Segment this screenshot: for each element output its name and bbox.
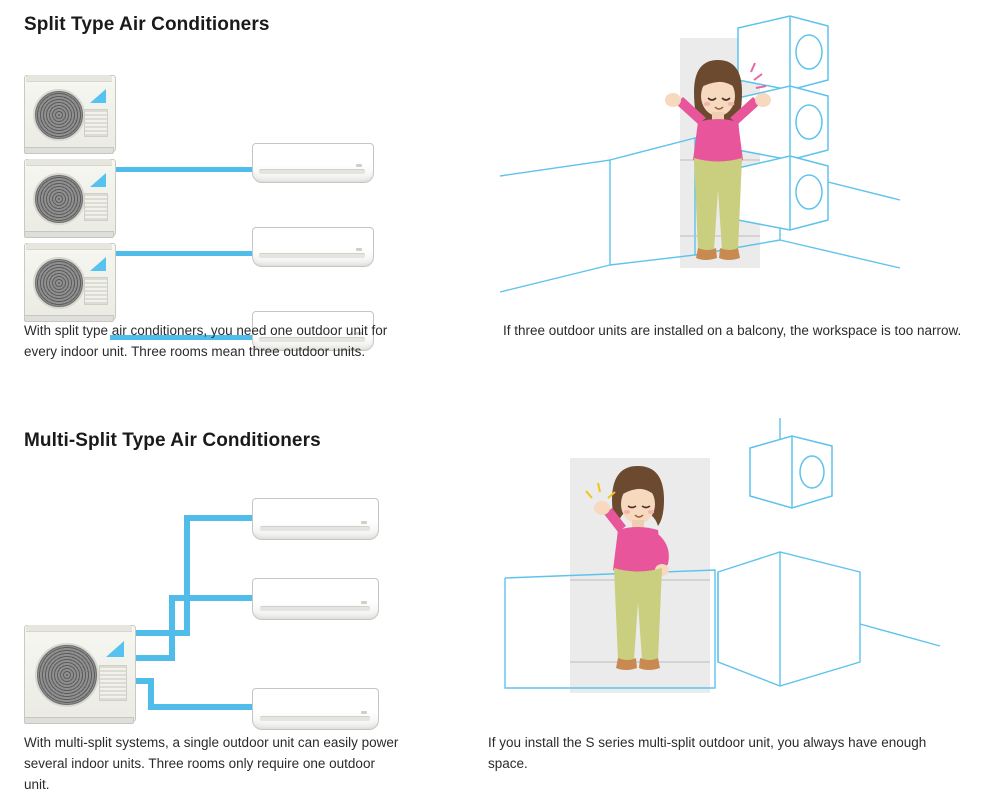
- refrigerant-pipe: [148, 704, 254, 710]
- outdoor-unit-icon: [24, 159, 114, 234]
- multi-split-diagram: [0, 470, 470, 730]
- refrigerant-pipe: [110, 167, 270, 172]
- split-section-title: Split Type Air Conditioners: [24, 14, 270, 35]
- daikin-logo-mark: [90, 257, 106, 271]
- refrigerant-pipe: [169, 595, 254, 601]
- split-balcony-scene: [480, 0, 989, 320]
- outdoor-unit-icon: [24, 243, 114, 318]
- multi-split-balcony-scene: [480, 410, 989, 720]
- multi-split-left-caption: With multi-split systems, a single outdoor unit can easily power several indoor units. Three rooms only require one outdoor unit.: [24, 735, 399, 792]
- refrigerant-pipe: [169, 595, 175, 661]
- split-right-caption: If three outdoor units are installed on a balcony, the workspace is too narrow.: [503, 323, 962, 338]
- indoor-unit-icon: [252, 578, 377, 618]
- outdoor-unit-icon: [24, 75, 114, 150]
- indoor-unit-icon: [252, 688, 377, 728]
- refrigerant-pipe: [110, 251, 270, 256]
- indoor-unit-icon: [252, 498, 377, 538]
- multi-split-section-title: Multi-Split Type Air Conditioners: [24, 430, 321, 451]
- wall-outdoor-unit: [742, 428, 852, 518]
- indoor-unit-icon: [252, 143, 372, 181]
- split-left-caption: With split type air conditioners, you need one outdoor unit for every indoor unit. Three rooms mean three outdoor units.: [24, 323, 388, 359]
- refrigerant-pipe: [184, 515, 190, 636]
- daikin-logo-mark: [90, 89, 106, 103]
- woman-shrugging-illustration: [658, 52, 778, 310]
- outdoor-unit-icon: [24, 625, 134, 720]
- woman-confident-illustration: [578, 458, 698, 708]
- multi-split-right-caption: If you install the S series multi-split outdoor unit, you always have enough space.: [488, 735, 927, 771]
- split-diagram: [0, 55, 470, 305]
- indoor-unit-icon: [252, 227, 372, 265]
- refrigerant-pipe: [184, 515, 254, 521]
- daikin-logo-mark: [106, 641, 124, 657]
- daikin-logo-mark: [90, 173, 106, 187]
- section-multi-split-type: [0, 410, 989, 800]
- balcony-perspective: [480, 410, 989, 720]
